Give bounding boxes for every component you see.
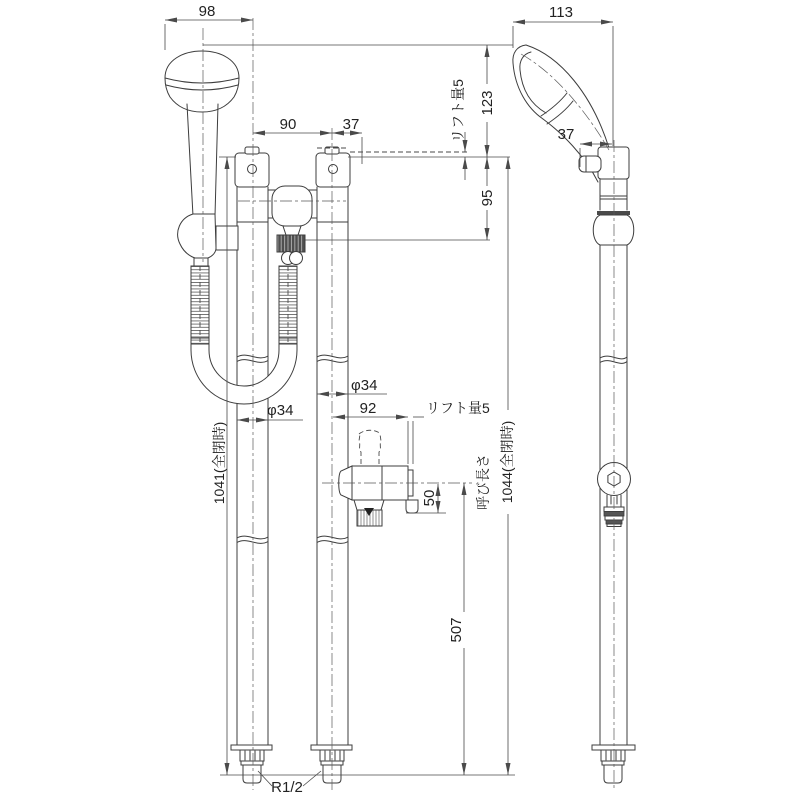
dim-1041-total-height: 1041(全閉時) (211, 421, 227, 505)
tailpiece-left (240, 750, 264, 783)
crossbar-boss (272, 186, 312, 226)
floor-connection-side (592, 745, 635, 783)
dim-37-holder-offset: 37 (557, 126, 575, 143)
dim-lift-amount-top: リフト量5 (450, 79, 466, 143)
dim-phi34-left: φ34 (267, 402, 294, 419)
dim-lift-amount-valve: リフト量5 (426, 400, 490, 416)
centerlines (200, 18, 614, 790)
stop-valve-front (339, 430, 418, 526)
dim-95-joint-drop: 95 (479, 189, 496, 207)
floor-connections-front (231, 745, 352, 783)
holder-arm (579, 156, 601, 172)
left-handle-cap (235, 147, 269, 187)
head-holder-block (598, 147, 629, 179)
dim-113-head-depth: 113 (549, 4, 573, 21)
dim-50-outlet-drop: 50 (421, 489, 438, 507)
dim-92-valve-reach: 92 (359, 400, 377, 417)
shower-handle (187, 104, 193, 216)
dim-1044-total-height: 1044(全閉時) (499, 420, 515, 504)
right-handle-cap (316, 147, 350, 187)
dim-90-pitch: 90 (279, 116, 297, 133)
valve-outlet-right (406, 500, 418, 513)
dim-123-head-height: 123 (479, 90, 496, 116)
shower-head-front (165, 51, 239, 112)
label-nominal-length: 呼び長さ (475, 454, 491, 510)
shower-elbow (178, 214, 216, 259)
side-column (579, 147, 634, 745)
side-view (513, 45, 635, 783)
hose-nut-knurled (277, 235, 305, 252)
dim-37-handle-offset: 37 (342, 116, 360, 133)
pipe-break-marks (237, 355, 348, 543)
dim-507-valve-height: 507 (448, 617, 465, 643)
dim-98-head-width: 98 (198, 3, 216, 20)
hose-loop (191, 338, 297, 404)
dim-phi34-right: φ34 (351, 377, 378, 394)
hand-shower (165, 51, 305, 404)
label-r-half-thread: R1/2 (271, 779, 303, 796)
